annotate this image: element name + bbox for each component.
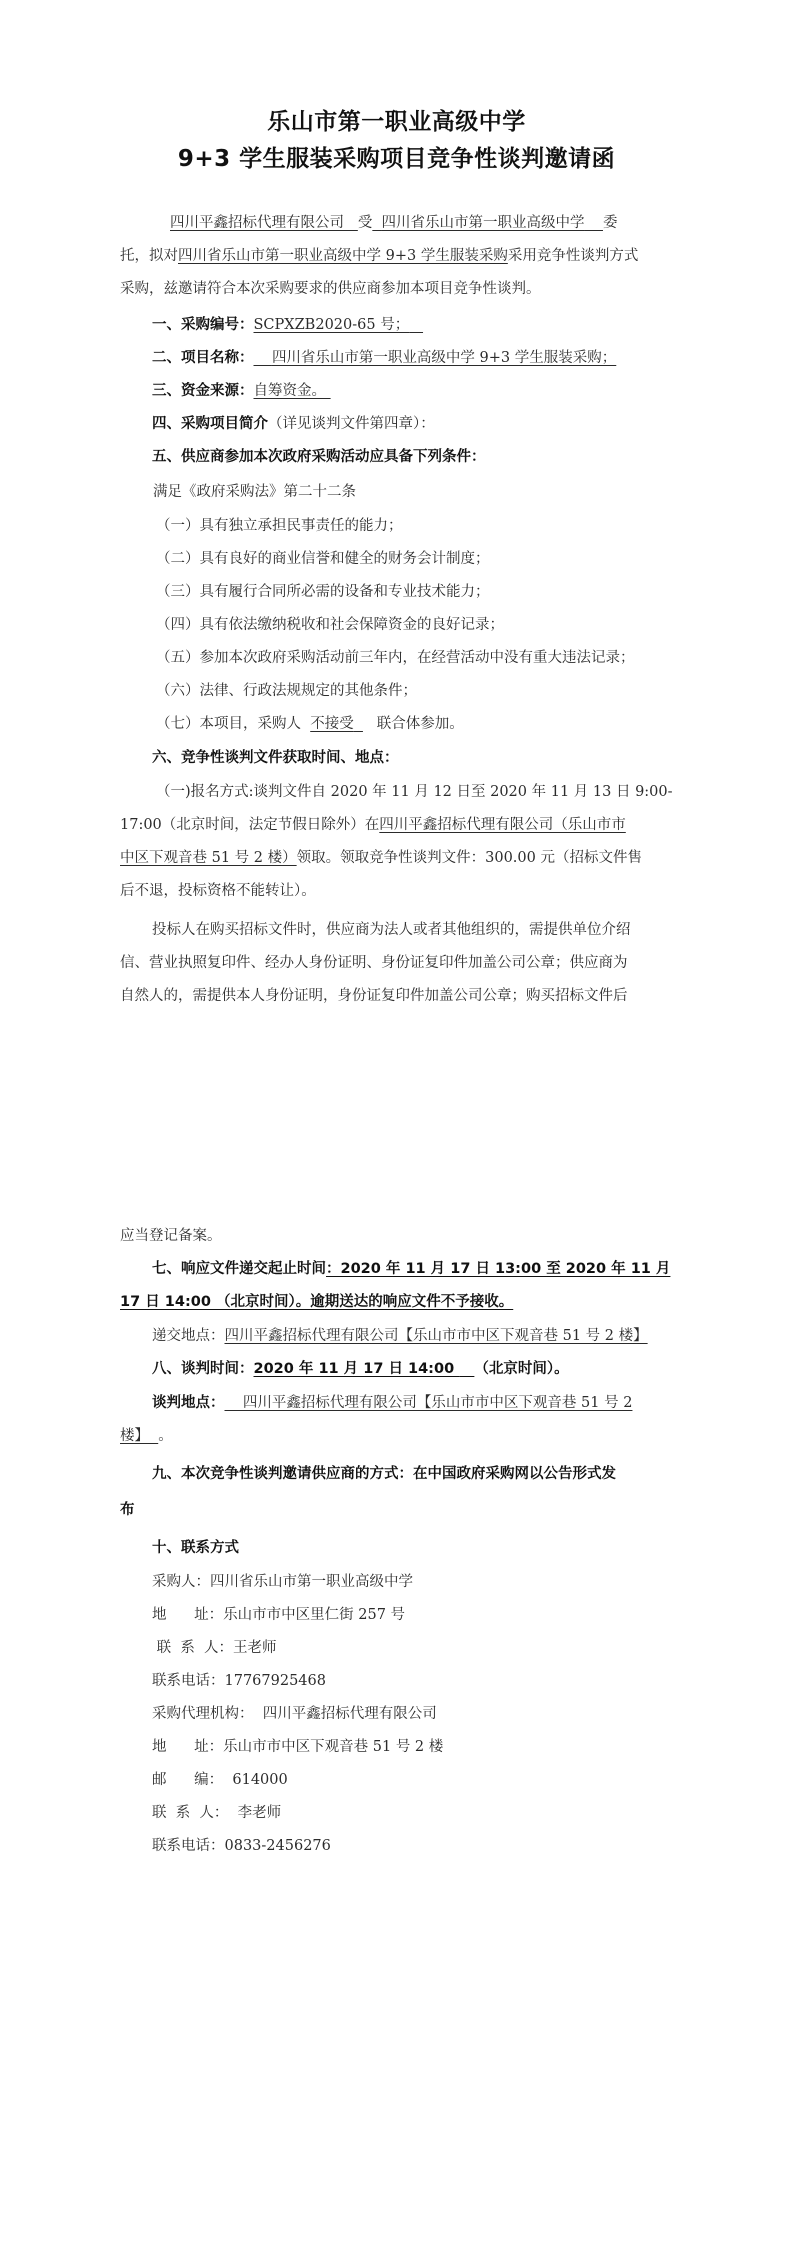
contact-purchaser: 采购人：四川省乐山市第一职业高级中学 xyxy=(152,1574,413,1590)
title-school: 乐山市第一职业高级中学 xyxy=(267,109,526,135)
intro-line-1: 四川平鑫招标代理有限公司 受 四川省乐山市第一职业高级中学 委 xyxy=(170,215,618,231)
contact-agency: 采购代理机构： 四川平鑫招标代理有限公司 xyxy=(152,1706,437,1722)
contact-purchaser-address: 地 址：乐山市市中区里仁街 257 号 xyxy=(152,1607,406,1623)
contact-purchaser-person: 联 系 人：王老师 xyxy=(152,1640,277,1656)
section-2: 二、项目名称： 四川省乐山市第一职业高级中学 9+3 学生服装采购； xyxy=(152,350,617,366)
consortium-status: 不接受 xyxy=(310,716,354,732)
condition-item: （二）具有良好的商业信誉和健全的财务会计制度； xyxy=(156,551,490,567)
contact-agency-phone: 联系电话：0833-2456276 xyxy=(152,1838,331,1854)
contact-agency-postcode: 邮 编： 614000 xyxy=(152,1772,288,1788)
negotiation-time: 2020 年 11 月 17 日 14:00 xyxy=(253,1361,460,1377)
section-9-line1: 九、本次竞争性谈判邀请供应商的方式：在中国政府采购网以公告形式发 xyxy=(152,1466,616,1482)
section-6-heading: 六、竞争性谈判文件获取时间、地点： xyxy=(152,750,399,766)
section-8-place-line1: 谈判地点： 四川平鑫招标代理有限公司【乐山市市中区下观音巷 51 号 2 xyxy=(152,1395,633,1411)
condition-item: （一）具有独立承担民事责任的能力； xyxy=(156,518,403,534)
condition-item: （四）具有依法缴纳税收和社会保障资金的良好记录； xyxy=(156,617,504,633)
project-name: 四川省乐山市第一职业高级中学 9+3 学生服装采购 xyxy=(178,248,508,264)
contact-agency-person: 联 系 人： 李老师 xyxy=(152,1805,282,1821)
section-6-p1-line3: 中区下观音巷 51 号 2 楼）领取。领取竞争性谈判文件：300.00 元（招标文件售 xyxy=(120,850,642,866)
section-1: 一、采购编号：SCPXZB2020-65 号； xyxy=(152,317,410,333)
section-6-p1-line2: 17:00（北京时间，法定节假日除外）在四川平鑫招标代理有限公司（乐山市市 xyxy=(120,817,626,833)
section-5-intro: 满足《政府采购法》第二十二条 xyxy=(153,484,356,500)
title-project: 9+3 学生服装采购项目竞争性谈判邀请函 xyxy=(177,146,616,172)
intro-line-2: 托，拟对四川省乐山市第一职业高级中学 9+3 学生服装采购采用竞争性谈判方式 xyxy=(120,248,639,264)
agent-name: 四川平鑫招标代理有限公司 xyxy=(170,215,344,231)
condition-item: （三）具有履行合同所必需的设备和专业技术能力； xyxy=(156,584,490,600)
section-6-p1-line4: 后不退，投标资格不能转让）。 xyxy=(120,883,316,899)
section-6-p2-line3: 自然人的，需提供本人身份证明，身份证复印件加盖公司公章；购买招标文件后 xyxy=(120,988,628,1004)
section-6-p2-line4: 应当登记备案。 xyxy=(120,1228,222,1244)
section-6-p2-line2: 信、营业执照复印件、经办人身份证明、身份证复印件加盖公司公章；供应商为 xyxy=(120,955,628,971)
section-7-line1: 七、响应文件递交起止时间：2020 年 11 月 17 日 13:00 至 2020 年 11 月 xyxy=(152,1261,671,1277)
section-6-p1-line1: （一)报名方式:谈判文件自 2020 年 11 月 12 日至 2020 年 11 月 13 日 9:00- xyxy=(156,784,673,800)
section-3: 三、资金来源：自筹资金。 xyxy=(152,383,326,399)
section-7-line2 xyxy=(120,1292,513,1312)
section-5-heading: 五、供应商参加本次政府采购活动应具备下列条件： xyxy=(152,449,486,465)
section-8-place-line2: 楼】 。 xyxy=(120,1428,173,1444)
purchaser-name: 四川省乐山市第一职业高级中学 xyxy=(381,215,585,231)
section-8-time: 八、谈判时间：2020 年 11 月 17 日 14:00 （北京时间）。 xyxy=(152,1361,569,1377)
contact-agency-address: 地 址：乐山市市中区下观音巷 51 号 2 楼 xyxy=(152,1739,444,1755)
condition-item: （六）法律、行政法规规定的其他条件； xyxy=(156,683,417,699)
submission-place: 递交地点：四川平鑫招标代理有限公司【乐山市市中区下观音巷 51 号 2 楼】 xyxy=(152,1328,648,1344)
section-4: 四、采购项目简介（详见谈判文件第四章）： xyxy=(152,416,435,432)
submission-start: ：2020 年 11 月 17 日 13:00 至 2020 年 11 月 xyxy=(326,1261,671,1277)
submission-end: 17 日 14:00 （北京时间）。逾期送达的响应文件不予接收。 xyxy=(120,1294,514,1310)
contact-purchaser-phone: 联系电话：17767925468 xyxy=(152,1673,326,1689)
intro-line-3: 采购，兹邀请符合本次采购要求的供应商参加本项目竞争性谈判。 xyxy=(120,281,541,297)
condition-item: （五）参加本次政府采购活动前三年内，在经营活动中没有重大违法记录； xyxy=(156,650,635,666)
condition-item-7: （七）本项目，采购人 不接受 联合体参加。 xyxy=(156,716,464,732)
section-6-p2-line1: 投标人在购买招标文件时，供应商为法人或者其他组织的，需提供单位介绍 xyxy=(152,922,631,938)
procurement-number: SCPXZB2020-65 号； xyxy=(253,317,410,333)
section-9-line2: 布 xyxy=(120,1502,135,1518)
section-10-heading: 十、联系方式 xyxy=(152,1540,239,1556)
